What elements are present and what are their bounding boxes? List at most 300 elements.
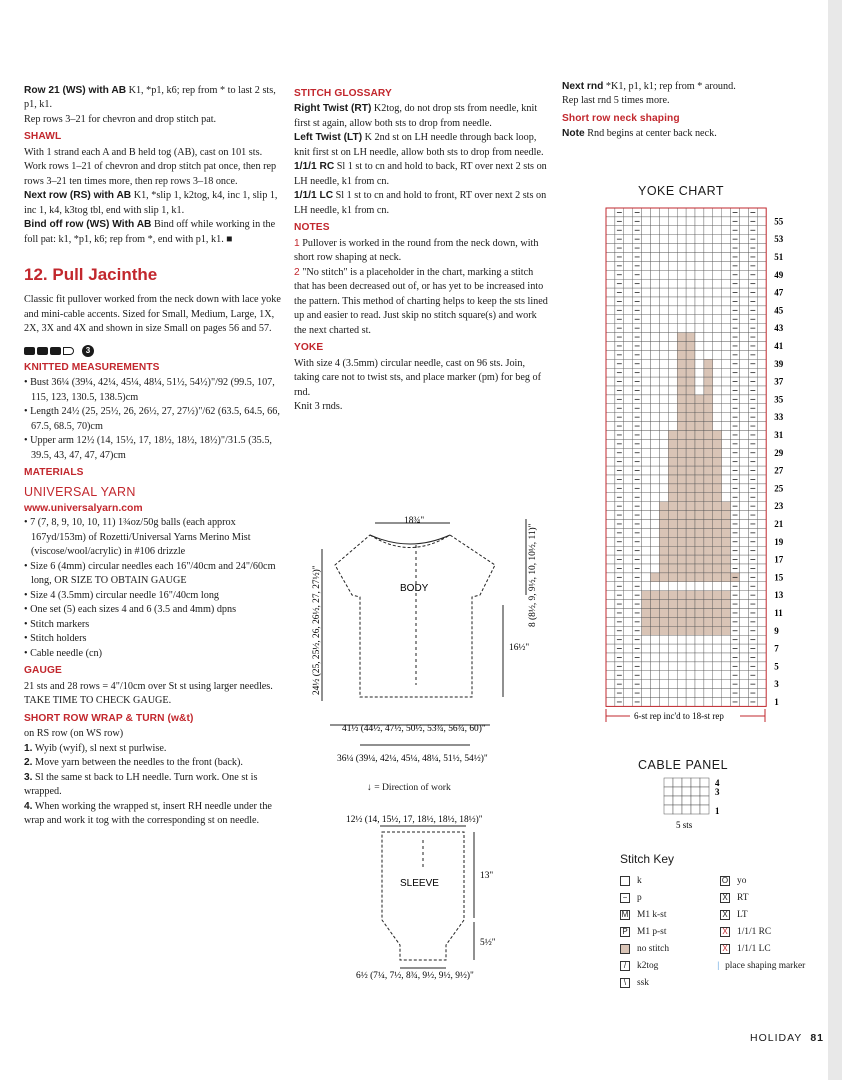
chart-cell	[677, 626, 686, 635]
cable-panel-chart	[660, 776, 740, 832]
chart-cell	[659, 626, 668, 635]
yarn-url[interactable]: www.universalyarn.com	[24, 502, 143, 514]
cable-cell	[682, 796, 691, 805]
chart-cell	[677, 333, 686, 342]
gauge-check: TAKE TIME TO CHECK GAUGE.	[24, 695, 172, 707]
material-item: • Size 4 (3.5mm) circular needle 16"/40cm long	[24, 589, 286, 603]
chart-cell	[677, 431, 686, 440]
chart-cell	[686, 431, 695, 440]
chart-cell	[651, 493, 660, 502]
glossary-item: 1/1/1 LC Sl 1 st to cn and hold to front, RT over next 2 sts on LH needle, k1 from cn.	[294, 190, 547, 216]
chart-cell	[606, 226, 615, 235]
chart-cell	[686, 439, 695, 448]
chart-cell	[740, 226, 749, 235]
chart-cell	[757, 644, 766, 653]
note-item: 2 "No stitch" is a placeholder in the chart, marking a stitch that has been decreased out of, or has yet to be increased into the pattern. This method of charting helps to keep the sts lined up and easier to read. Just skip no stitch square(s) and work the next charted st.	[294, 266, 548, 336]
chart-cell	[695, 493, 704, 502]
chart-cell	[668, 644, 677, 653]
row21-instruction: Row 21 (WS) with AB K1, *p1, k6; rep from * to last 2 sts, p1, k1.	[24, 85, 276, 111]
chart-cell	[642, 609, 651, 618]
chart-cell	[757, 288, 766, 297]
chart-cell	[695, 324, 704, 333]
chart-cell	[624, 653, 633, 662]
chart-cell	[642, 582, 651, 591]
chart-cell	[695, 644, 704, 653]
chart-cell	[740, 520, 749, 529]
chart-cell	[695, 377, 704, 386]
chart-cell	[713, 306, 722, 315]
chart-cell	[624, 306, 633, 315]
chart-cell	[686, 591, 695, 600]
chart-cell	[695, 475, 704, 484]
chart-cell	[624, 662, 633, 671]
chart-cell	[659, 644, 668, 653]
row-number: 9	[774, 625, 779, 636]
chart-cell	[713, 368, 722, 377]
chart-cell	[606, 502, 615, 511]
chart-cell	[642, 502, 651, 511]
chart-cell	[651, 680, 660, 689]
chart-cell	[677, 386, 686, 395]
chart-cell	[757, 377, 766, 386]
chart-cell	[722, 653, 731, 662]
chart-cell	[757, 466, 766, 475]
chart-cell	[668, 253, 677, 262]
wrap-intro: on RS row (on WS row)	[24, 728, 124, 740]
chart-cell	[677, 520, 686, 529]
glossary-heading: STITCH GLOSSARY	[294, 88, 392, 99]
chart-cell	[740, 564, 749, 573]
chart-cell	[677, 600, 686, 609]
chart-cell	[686, 644, 695, 653]
chart-cell	[606, 333, 615, 342]
chart-cell	[713, 502, 722, 511]
chart-cell	[624, 413, 633, 422]
chart-cell	[668, 546, 677, 555]
chart-cell	[740, 350, 749, 359]
chart-cell	[642, 528, 651, 537]
cable-cell	[673, 805, 682, 814]
row-number: 1	[774, 696, 779, 707]
chart-cell	[757, 537, 766, 546]
chart-cell	[668, 626, 677, 635]
chart-cell	[606, 493, 615, 502]
chart-cell	[677, 235, 686, 244]
chart-cell	[651, 626, 660, 635]
wrap-step: 1. Wyib (wyif), sl next st purlwise.	[24, 742, 167, 754]
chart-cell	[695, 466, 704, 475]
chart-cell	[668, 368, 677, 377]
chart-cell	[713, 609, 722, 618]
chart-cell	[713, 350, 722, 359]
chart-cell	[713, 448, 722, 457]
chart-cell	[651, 528, 660, 537]
chart-cell	[722, 466, 731, 475]
chart-cell	[668, 662, 677, 671]
chart-cell	[642, 377, 651, 386]
cable-cell	[682, 805, 691, 814]
yoke-chart-title: YOKE CHART	[638, 184, 725, 198]
chart-cell	[713, 644, 722, 653]
chart-cell	[713, 324, 722, 333]
chart-cell	[722, 680, 731, 689]
chart-cell	[606, 466, 615, 475]
repeat-label: 6-st rep inc'd to 18-st rep	[634, 711, 724, 721]
chart-cell	[757, 350, 766, 359]
chart-cell	[668, 484, 677, 493]
rep-rows: Rep rows 3–21 for chevron and drop stitch pat.	[24, 113, 217, 125]
chart-cell	[642, 422, 651, 431]
chart-cell	[624, 528, 633, 537]
row-number: 31	[774, 429, 784, 440]
chart-cell	[722, 573, 731, 582]
chart-cell	[695, 448, 704, 457]
chart-cell	[651, 235, 660, 244]
chart-cell	[642, 439, 651, 448]
chart-cell	[686, 689, 695, 698]
chart-cell	[713, 635, 722, 644]
body-schematic	[300, 505, 550, 775]
chart-cell	[757, 270, 766, 279]
chart-cell	[624, 279, 633, 288]
chart-cell	[704, 680, 713, 689]
chart-cell	[695, 537, 704, 546]
chart-cell	[677, 635, 686, 644]
chart-cell	[677, 502, 686, 511]
chart-cell	[624, 244, 633, 253]
chart-cell	[642, 333, 651, 342]
chart-cell	[659, 591, 668, 600]
row-number: 43	[774, 323, 784, 334]
chart-cell	[624, 644, 633, 653]
chart-cell	[677, 653, 686, 662]
chart-cell	[624, 342, 633, 351]
chart-cell	[651, 261, 660, 270]
chart-cell	[686, 698, 695, 707]
chart-cell	[651, 466, 660, 475]
chart-cell	[740, 235, 749, 244]
chart-cell	[668, 609, 677, 618]
chart-cell	[704, 235, 713, 244]
chart-cell	[704, 270, 713, 279]
chart-cell	[651, 324, 660, 333]
chart-cell	[713, 333, 722, 342]
measurements-heading: KNITTED MEASUREMENTS	[24, 361, 160, 373]
chart-cell	[704, 306, 713, 315]
direction-legend: ↓ = Direction of work	[367, 782, 451, 793]
chart-cell	[677, 439, 686, 448]
chart-cell	[606, 680, 615, 689]
chart-cell	[659, 217, 668, 226]
next-row: Next row (RS) with AB K1, *slip 1, k2tog, k4, inc 1, slip 1, inc 1, k4, k3tog tbl, end with slip 1, k1.	[24, 190, 278, 216]
chart-cell	[606, 297, 615, 306]
chart-cell	[651, 662, 660, 671]
chart-cell	[624, 609, 633, 618]
chart-cell	[668, 520, 677, 529]
cable-row-num: 3	[715, 787, 720, 797]
chart-cell	[606, 635, 615, 644]
chart-cell	[695, 671, 704, 680]
chart-cell	[757, 680, 766, 689]
cable-cell	[673, 778, 682, 787]
chart-cell	[740, 457, 749, 466]
chart-cell	[695, 431, 704, 440]
chart-cell	[624, 591, 633, 600]
chart-cell	[740, 466, 749, 475]
chart-cell	[659, 662, 668, 671]
cable-cell	[682, 787, 691, 796]
chart-cell	[606, 662, 615, 671]
chart-cell	[722, 511, 731, 520]
chart-cell	[722, 457, 731, 466]
chart-cell	[740, 253, 749, 262]
chart-cell	[722, 377, 731, 386]
chart-cell	[651, 270, 660, 279]
chart-cell	[704, 342, 713, 351]
chart-cell	[677, 270, 686, 279]
chart-cell	[624, 689, 633, 698]
chart-cell	[695, 368, 704, 377]
chart-cell	[713, 386, 722, 395]
chart-cell	[642, 279, 651, 288]
chart-cell	[713, 671, 722, 680]
chart-cell	[713, 404, 722, 413]
chart-cell	[659, 413, 668, 422]
chart-cell	[704, 350, 713, 359]
chart-cell	[677, 457, 686, 466]
chart-cell	[677, 662, 686, 671]
chart-cell	[722, 270, 731, 279]
chart-cell	[642, 484, 651, 493]
chart-cell	[668, 342, 677, 351]
chart-cell	[642, 368, 651, 377]
chart-cell	[722, 342, 731, 351]
neck-shaping-heading: Short row neck shaping	[562, 112, 680, 124]
chart-cell	[659, 617, 668, 626]
chart-cell	[668, 528, 677, 537]
chart-cell	[713, 555, 722, 564]
chart-cell	[677, 555, 686, 564]
cable-cell	[691, 787, 700, 796]
row-number: 21	[774, 518, 784, 529]
chart-cell	[686, 635, 695, 644]
chart-cell	[659, 511, 668, 520]
chart-cell	[686, 297, 695, 306]
chart-cell	[606, 279, 615, 288]
chart-cell	[659, 573, 668, 582]
chart-cell	[686, 502, 695, 511]
chart-cell	[740, 431, 749, 440]
chart-cell	[713, 617, 722, 626]
chart-cell	[624, 208, 633, 217]
chart-cell	[757, 368, 766, 377]
chart-cell	[695, 662, 704, 671]
chart-cell	[704, 288, 713, 297]
chart-cell	[686, 520, 695, 529]
chart-cell	[642, 226, 651, 235]
chart-cell	[695, 350, 704, 359]
chart-cell	[668, 261, 677, 270]
chart-cell	[713, 662, 722, 671]
chart-cell	[686, 537, 695, 546]
chart-cell	[704, 333, 713, 342]
chart-cell	[686, 324, 695, 333]
chart-cell	[651, 457, 660, 466]
chart-cell	[686, 617, 695, 626]
chart-cell	[659, 528, 668, 537]
chart-cell	[740, 644, 749, 653]
chart-cell	[704, 600, 713, 609]
chart-cell	[642, 386, 651, 395]
chart-cell	[668, 582, 677, 591]
marker-symbol: |	[717, 960, 720, 971]
chart-cell	[651, 484, 660, 493]
chart-cell	[624, 520, 633, 529]
cable-cell	[664, 778, 673, 787]
chart-cell	[757, 591, 766, 600]
yarn-brand: UNIVERSAL YARN	[24, 484, 136, 499]
row-number: 33	[774, 412, 784, 423]
chart-cell	[686, 511, 695, 520]
chart-cell	[677, 315, 686, 324]
chart-cell	[722, 537, 731, 546]
chart-cell	[668, 617, 677, 626]
chart-cell	[740, 279, 749, 288]
chart-cell	[704, 448, 713, 457]
chart-cell	[740, 377, 749, 386]
chart-cell	[740, 680, 749, 689]
chart-cell	[722, 635, 731, 644]
yoke-heading: YOKE	[294, 342, 324, 354]
chart-cell	[651, 546, 660, 555]
chart-cell	[642, 680, 651, 689]
chart-cell	[624, 698, 633, 707]
chart-cell	[651, 475, 660, 484]
chart-cell	[668, 493, 677, 502]
chart-cell	[651, 653, 660, 662]
cable-cell	[700, 778, 709, 787]
chart-cell	[642, 413, 651, 422]
chart-cell	[668, 324, 677, 333]
chart-cell	[668, 653, 677, 662]
chart-cell	[695, 226, 704, 235]
chart-cell	[651, 217, 660, 226]
yoke-text: With size 4 (3.5mm) circular needle, cast on 96 sts. Join, taking care not to twist sts, and place marker (pm) for beg of rnd.	[294, 357, 541, 398]
chart-cell	[642, 359, 651, 368]
chart-cell	[704, 591, 713, 600]
chart-cell	[606, 484, 615, 493]
chart-cell	[713, 439, 722, 448]
chart-cell	[677, 484, 686, 493]
chart-cell	[757, 689, 766, 698]
row-number: 25	[774, 483, 784, 494]
chart-cell	[704, 297, 713, 306]
chart-cell	[686, 342, 695, 351]
chart-cell	[642, 653, 651, 662]
chart-cell	[677, 671, 686, 680]
k2tog-symbol: /	[620, 961, 630, 971]
row-number: 45	[774, 305, 784, 316]
chart-cell	[642, 457, 651, 466]
chart-cell	[704, 671, 713, 680]
chart-cell	[722, 600, 731, 609]
pattern-intro: Classic fit pullover worked from the neck down with lace yoke and mini-cable accents. Sized for Small, Medium, Large, 1X, 2X, 3X and 4X and shown in size Small on pages 56 and 57.	[24, 294, 281, 335]
chart-cell	[740, 448, 749, 457]
cable-cell	[682, 778, 691, 787]
material-item: • Stitch markers	[24, 618, 286, 632]
chart-cell	[651, 395, 660, 404]
chart-cell	[659, 484, 668, 493]
chart-cell	[668, 350, 677, 359]
chart-cell	[686, 270, 695, 279]
chart-cell	[624, 261, 633, 270]
sleeve-schematic	[340, 810, 520, 980]
chart-cell	[757, 395, 766, 404]
knit-symbol	[620, 876, 630, 886]
chart-cell	[624, 546, 633, 555]
chart-cell	[695, 359, 704, 368]
chart-cell	[624, 324, 633, 333]
chart-cell	[757, 324, 766, 333]
chart-cell	[722, 217, 731, 226]
chart-cell	[713, 528, 722, 537]
chart-cell	[695, 680, 704, 689]
chart-cell	[642, 350, 651, 359]
yoke-depth-label: 8 (8½, 9, 9½, 10, 10½, 11)"	[528, 523, 538, 627]
stitch-key: Stitch Key k O yo − p X RT M M1 k-st X LT P M1 p-st X 1/1/1 RC no stitch X 1/1/1 LC / k2tog | place shaping marker \ ssk	[620, 852, 820, 991]
chart-cell	[695, 439, 704, 448]
chart-cell	[606, 537, 615, 546]
chart-cell	[740, 368, 749, 377]
chart-cell	[757, 448, 766, 457]
chart-cell	[659, 689, 668, 698]
chart-cell	[704, 582, 713, 591]
chart-cell	[713, 244, 722, 253]
chart-cell	[651, 439, 660, 448]
chart-cell	[659, 315, 668, 324]
chart-cell	[659, 208, 668, 217]
chart-cell	[659, 600, 668, 609]
chart-cell	[624, 404, 633, 413]
chart-cell	[677, 564, 686, 573]
chart-cell	[695, 617, 704, 626]
chart-cell	[704, 653, 713, 662]
chart-cell	[757, 439, 766, 448]
chart-cell	[757, 546, 766, 555]
chart-cell	[713, 359, 722, 368]
chart-cell	[686, 448, 695, 457]
chart-cell	[606, 448, 615, 457]
m1p-symbol: P	[620, 927, 630, 937]
cable-cell	[691, 805, 700, 814]
chart-cell	[624, 555, 633, 564]
chart-cell	[722, 368, 731, 377]
chart-cell	[757, 333, 766, 342]
chart-cell	[704, 475, 713, 484]
chart-cell	[686, 386, 695, 395]
chart-cell	[722, 546, 731, 555]
next-rnd: Next rnd *K1, p1, k1; rep from * around.	[562, 81, 736, 92]
chart-cell	[704, 279, 713, 288]
chart-cell	[642, 573, 651, 582]
chart-cell	[677, 226, 686, 235]
chart-cell	[757, 217, 766, 226]
chart-cell	[668, 395, 677, 404]
chart-cell	[695, 698, 704, 707]
chart-cell	[606, 253, 615, 262]
chart-cell	[606, 270, 615, 279]
chart-cell	[713, 395, 722, 404]
